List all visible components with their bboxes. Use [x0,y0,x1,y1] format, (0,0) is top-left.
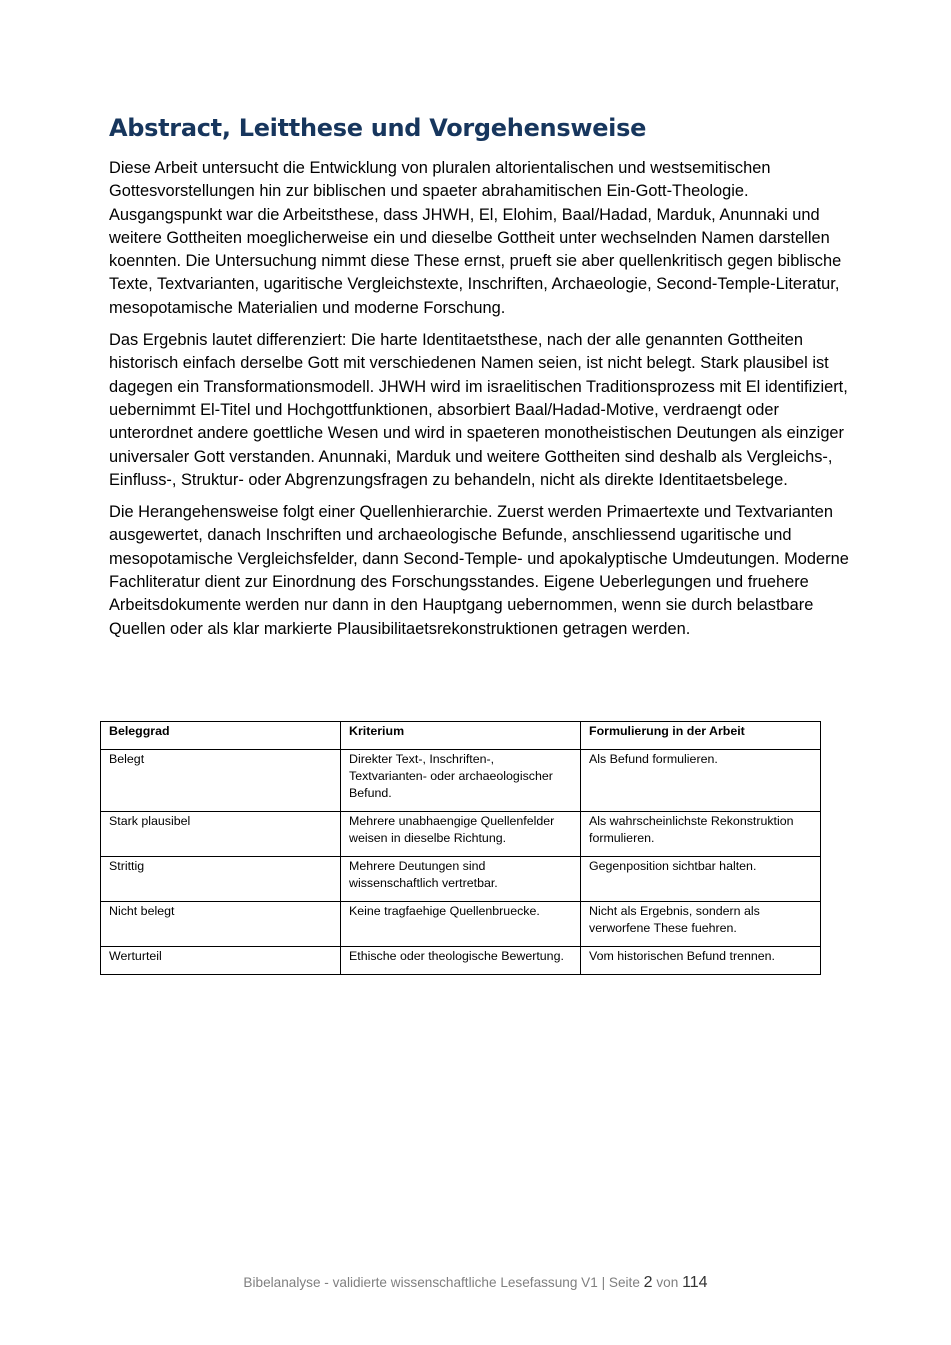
table-cell: Ethische oder theologische Bewertung. [341,947,581,975]
header-formulierung: Formulierung in der Arbeit [581,722,821,750]
table-row [101,857,821,902]
paragraph-abstract: Diese Arbeit untersucht die Entwicklung von pluralen altorientalischen und westsemitischen Gottesvorstellungen hin zur biblischen und spaeter abrahamitischen Ein-Gott-Theologie. Ausgangspunkt war die Arbeitsthese, dass JHWH, El, Elohim, Baal/Hadad, Marduk, Anunnaki und weitere Gottheiten moeglicherweise ein und dieselbe Gottheit unter wechselnden Namen darstellen koennten. Die Untersuchung nimmt diese These ernst, prueft sie aber quellenkritisch gegen biblische Texte, Textvarianten, ugaritische Vergleichstexte, Inschriften, Archaeologie, Second-Temple-Literatur, mesopotamische Materialien und moderne Forschung. [109,159,842,317]
table-cell: Mehrere unabhaengige Quellenfelder weisen in dieselbe Richtung. [341,812,581,857]
paragraph-result: Das Ergebnis lautet differenziert: Die harte Identitaetsthese, nach der alle genannten Gottheiten historisch einfach derselbe Gott mit verschiedenen Namen seien, ist nicht belegt. Stark plausibel ist dagegen ein Transformationsmodell. JHWH wird im israelitischen Traditionsprozess mit El identifiziert, uebernimmt El-Titel und Hochgottfunktionen, absorbiert Baal/Hadad-Motive, verdraengt oder unterordnet andere goettliche Wesen und wird in spaeteren monotheistischen Deutungen als einziger universaler Gott verstanden. Anunnaki, Marduk und weitere Gottheiten sind deshalb als Vergleichs-, Einfluss-, Struktur- oder Abgrenzungsfragen zu behandeln, nicht als direkte Identitaetsbelege. [109,331,848,489]
footer-total-pages: 114 [682,1274,708,1291]
table-row [101,947,821,975]
footer-of-label: von [656,1275,679,1290]
table-cell: Vom historischen Befund trennen. [581,947,821,975]
table-cell: Strittig [101,857,341,902]
table-cell: Gegenposition sichtbar halten. [581,857,821,902]
table-cell: Direkter Text-, Inschriften-, Textvarianten- oder archaeologischer Befund. [341,750,581,812]
section-heading: Abstract, Leitthese und Vorgehensweise [109,114,647,142]
table-cell: Als wahrscheinlichste Rekonstruktion formulieren. [581,812,821,857]
table-cell: Werturteil [101,947,341,975]
table-cell: Stark plausibel [101,812,341,857]
body-text [109,157,851,650]
footer-page-number: 2 [643,1274,653,1291]
paragraph-method: Die Herangehensweise folgt einer Quellenhierarchie. Zuerst werden Primaertexte und Textvarianten ausgewertet, danach Inschriften und archaeologische Befunde, anschliessend ugaritische und mesopotamische Vergleichsfelder, dann Second-Temple- und apokalyptische Umdeutungen. Moderne Fachliteratur dient zur Einordnung des Forschungsstandes. Eigene Ueberlegungen und fruehere Arbeitsdokumente werden nur dann in den Hauptgang uebernommen, wenn sie durch belastbare Quellen oder als klar markierte Plausibilitaetsrekonstruktionen getragen werden. [109,503,849,638]
table-row [101,812,821,857]
evidence-grade-table [100,721,821,975]
header-beleggrad: Beleggrad [101,722,341,750]
table-header-row [101,722,821,750]
table-cell: Keine tragfaehige Quellenbruecke. [341,902,581,947]
table-cell: Mehrere Deutungen sind wissenschaftlich vertretbar. [341,857,581,902]
page-footer [0,1273,951,1293]
header-kriterium: Kriterium [341,722,581,750]
footer-text: Bibelanalyse - validierte wissenschaftliche Lesefassung V1 | Seite [243,1275,640,1290]
table-cell: Als Befund formulieren. [581,750,821,812]
table-cell: Nicht als Ergebnis, sondern als verworfene These fuehren. [581,902,821,947]
table-cell: Belegt [101,750,341,812]
table-row [101,750,821,812]
table-cell: Nicht belegt [101,902,341,947]
table-row [101,902,821,947]
